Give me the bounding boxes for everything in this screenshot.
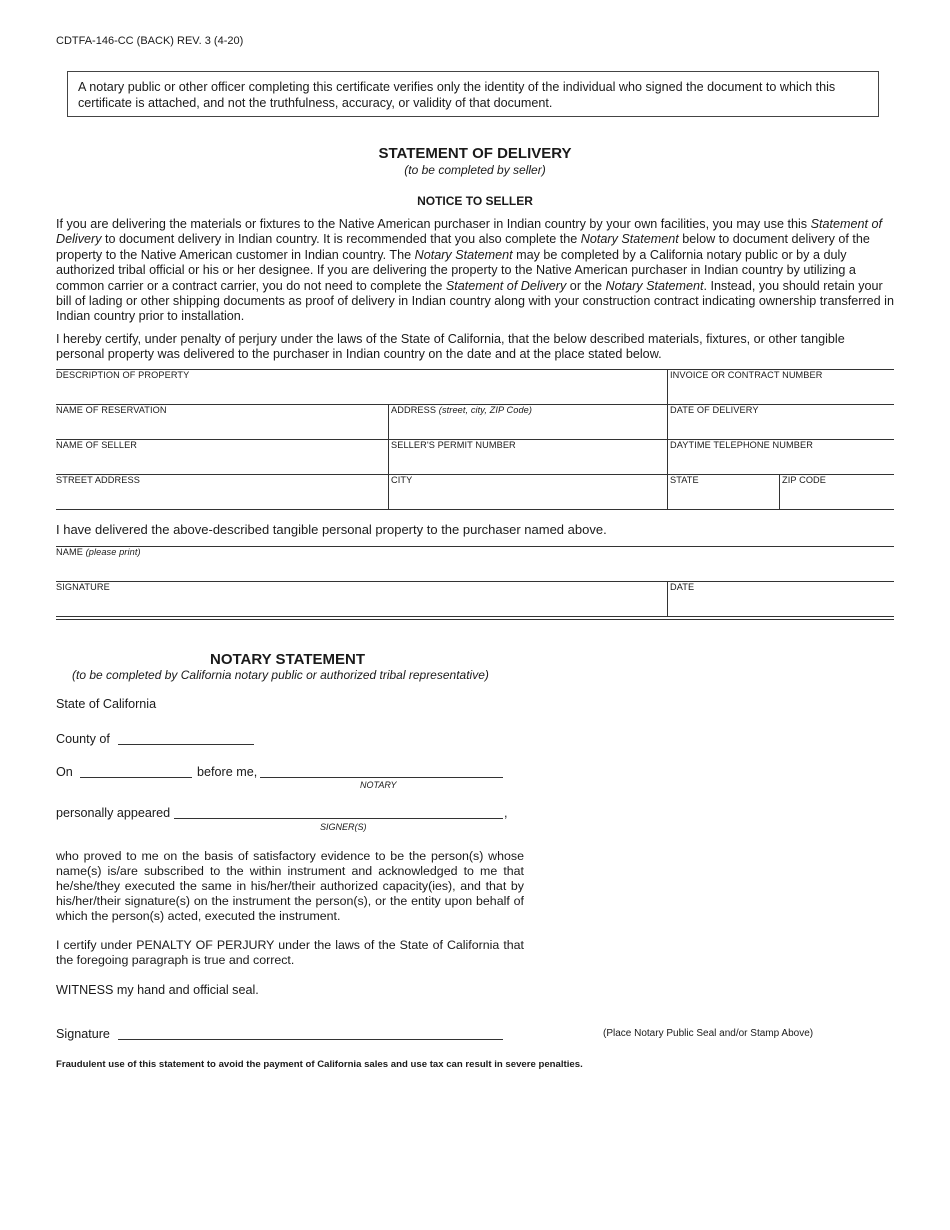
seal-note: (Place Notary Public Seal and/or Stamp Above): [603, 1028, 814, 1039]
statement-title: STATEMENT OF DELIVERY: [378, 145, 572, 162]
date-blank[interactable]: [80, 777, 192, 778]
reservation-field[interactable]: NAME OF RESERVATION: [56, 405, 167, 415]
seller-name-field[interactable]: NAME OF SELLER: [56, 440, 138, 450]
notary-statement-title: NOTARY STATEMENT: [210, 651, 365, 668]
statement-subtitle: (to be completed by seller): [404, 163, 546, 177]
witness-line: WITNESS my hand and official seal.: [56, 983, 259, 997]
proved-paragraph: who proved to me on the basis of satisfactory evidence to be the person(s) whose name(s) is/are subscribed to the within instrument and acknowledged to me that he/she/they executed the same in his/her/their authorized capacity(ies), and that by his/her/their signature(s) on the instrument the person(s), or the entity upon behalf of which the person(s) acted, executed the instrument.: [56, 849, 524, 923]
state-field[interactable]: STATE: [670, 475, 699, 485]
county-blank[interactable]: [118, 744, 254, 745]
before-me-label: before me,: [197, 765, 258, 779]
city-field[interactable]: CITY: [391, 475, 413, 485]
notice-to-seller-paragraph: If you are delivering the materials or fixtures to the Native American purchaser in Indian country by your own facilities, you may use this Statement of Delivery to document delivery in Indian country. It is recommended that you also complete the Notary Statement below to document delivery of the property to the Native American customer in Indian country. The Notary Statement may be completed by a California notary public or by a duly authorized tribal official or his or her designee. If you are delivering the property to the Native American purchaser in Indian country by utilizing a common carrier or a contract carrier, you do not need to complete the Statement of Delivery or the Notary Statement. Instead, you should retain your bill of lading or other shipping documents as proof of delivery in Indian country along with your construction contract indicating ownership transferred in Indian country prior to installation.: [56, 217, 894, 324]
notary-name-blank[interactable]: [260, 777, 503, 778]
county-label: County of: [56, 732, 110, 746]
signer-caption: SIGNER(S): [320, 822, 367, 832]
signature-block: [56, 546, 894, 621]
permit-number-field[interactable]: SELLER'S PERMIT NUMBER: [391, 440, 516, 450]
perjury-certification: I hereby certify, under penalty of perjury under the laws of the State of California, that the below described materials, fixtures, or other tangible personal property was delivered to the purchaser in Indian country on the date and at the place stated below.: [56, 332, 845, 362]
notary-signature-blank[interactable]: [118, 1039, 503, 1040]
comma: ,: [504, 806, 508, 820]
signature-date-field[interactable]: DATE: [670, 582, 695, 592]
delivery-declaration: I have delivered the above-described tangible personal property to the purchaser named above.: [56, 522, 607, 537]
on-label: On: [56, 765, 73, 779]
phone-field[interactable]: DAYTIME TELEPHONE NUMBER: [670, 440, 813, 450]
state-of-california: State of California: [56, 697, 157, 711]
print-name-field[interactable]: NAME (please print): [56, 547, 141, 557]
notary-statement-subtitle: (to be completed by California notary public or authorized tribal representative): [72, 668, 489, 682]
notary-notice-box: [67, 71, 879, 117]
penalty-paragraph: I certify under PENALTY OF PERJURY under the laws of the State of California that the foregoing paragraph is true and correct.: [56, 938, 524, 967]
signer-blank[interactable]: [174, 818, 503, 819]
seller-signature-field[interactable]: SIGNATURE: [56, 582, 110, 592]
notary-signature-label: Signature: [56, 1027, 110, 1041]
fraud-warning: Fraudulent use of this statement to avoid the payment of California sales and use tax can result in severe penalties.: [56, 1059, 583, 1070]
appeared-label: personally appeared: [56, 806, 171, 820]
invoice-field[interactable]: INVOICE OR CONTRACT NUMBER: [670, 370, 823, 380]
notice-to-seller-title: NOTICE TO SELLER: [417, 194, 533, 208]
street-address-field[interactable]: STREET ADDRESS: [56, 475, 140, 485]
form-number: CDTFA-146-CC (BACK) REV. 3 (4-20): [56, 35, 244, 47]
notary-caption: NOTARY: [360, 780, 397, 790]
notary-notice-text: A notary public or other officer completing this certificate verifies only the identity of the individual who signed the document to which this certificate is attached, and not the truthfulness, accuracy, or validity of that document.: [78, 80, 836, 110]
zip-field[interactable]: ZIP CODE: [782, 475, 827, 485]
description-field[interactable]: DESCRIPTION OF PROPERTY: [56, 370, 190, 380]
delivery-date-field[interactable]: DATE OF DELIVERY: [670, 405, 759, 415]
address-field[interactable]: ADDRESS (street, city, ZIP Code): [391, 405, 533, 415]
